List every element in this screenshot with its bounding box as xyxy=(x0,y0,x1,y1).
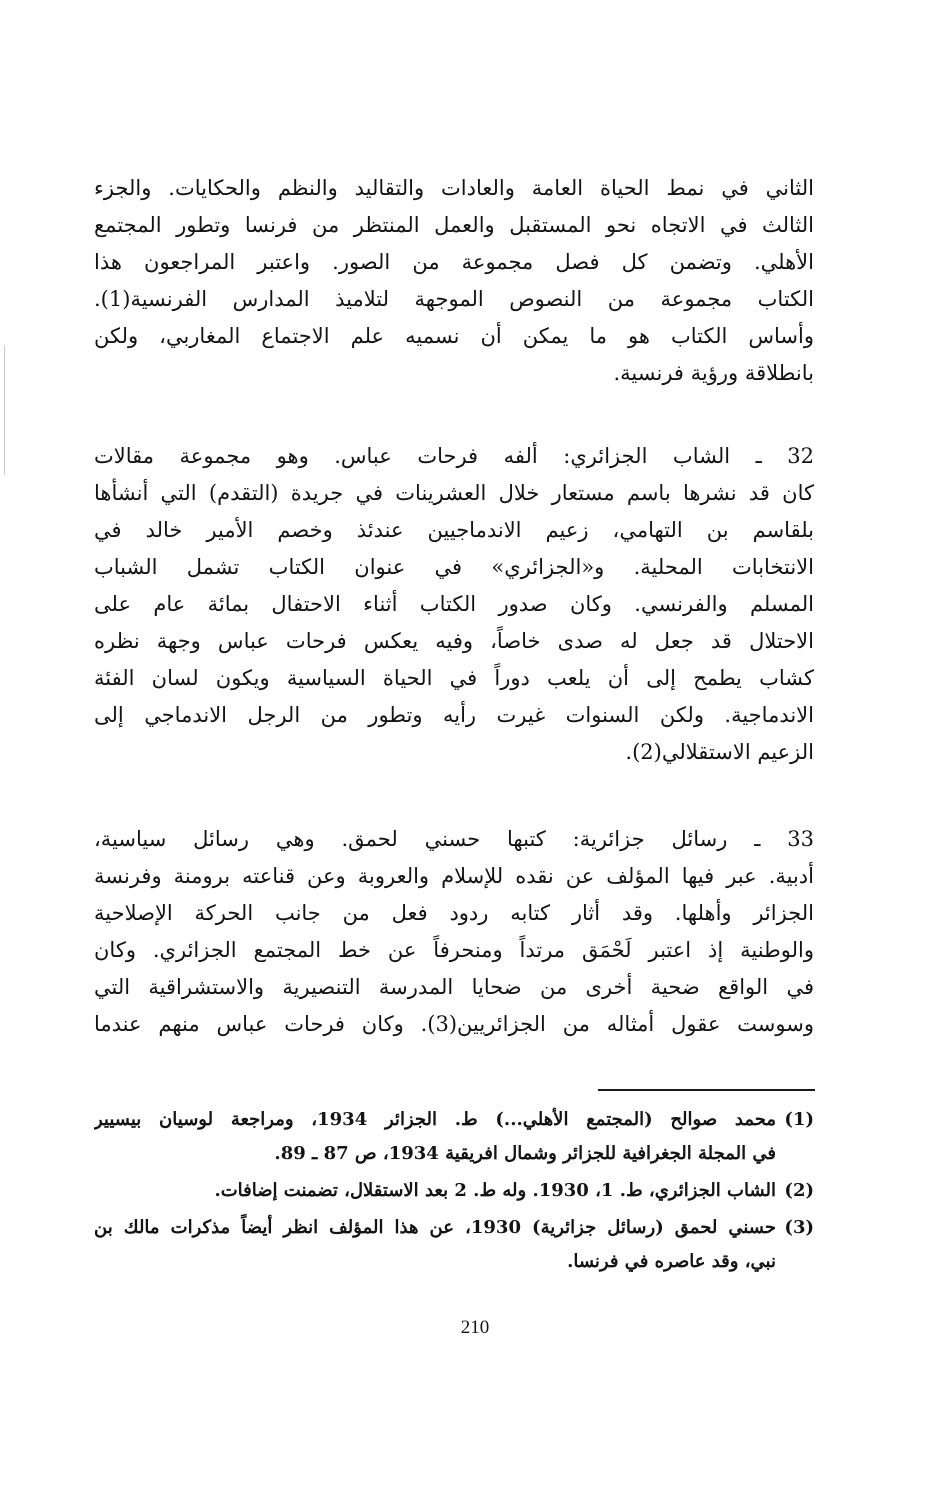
footnote-body xyxy=(94,1211,776,1279)
footnote-body xyxy=(94,1174,776,1208)
text-line: بانطلاقة ورؤية فرنسية. xyxy=(613,361,814,385)
text-line: الاحتلال قد جعل له صدى خاصاً، وفيه يعكس فرحات عباس وجهة نظره xyxy=(94,629,814,653)
footnote-line: الشاب الجزائري، ط. 1، 1930. وله ط. 2 بعد الاستقلال، تضمنت إضافات. xyxy=(214,1180,776,1201)
text-line: وأساس الكتاب هو ما يمكن أن نسميه علم الاجتماع المغاربي، ولكن xyxy=(94,324,814,348)
footnotes xyxy=(94,1103,814,1282)
text-line: كشاب يطمح إلى أن يلعب دوراً في الحياة السياسية ويكون لسان الفئة xyxy=(94,666,814,690)
text-line: بلقاسم بن التهامي، زعيم الاندماجيين عندئذ وخصم الأمير خالد في xyxy=(94,518,814,542)
footnote-separator xyxy=(598,1089,815,1091)
footnote-1 xyxy=(94,1103,814,1171)
text-line: الأهلي. وتضمن كل فصل مجموعة من الصور. واعتبر المراجعون هذا xyxy=(94,250,814,274)
text-line: في الواقع ضحية أخرى من ضحايا المدرسة التنصيرية والاستشراقية التي xyxy=(94,975,814,999)
page-number: 210 xyxy=(460,1317,490,1338)
footnote-line: في المجلة الجغرافية للجزائر وشمال افريقية 1934، ص 87 ـ 89. xyxy=(274,1143,776,1164)
text-line: المسلم والفرنسي. وكان صدور الكتاب أثناء الاحتفال بمائة عام على xyxy=(94,592,814,616)
footnote-number: (2) xyxy=(784,1180,814,1201)
text-line: 32 ـ الشاب الجزائري: ألفه فرحات عباس. وهو مجموعة مقالات xyxy=(94,444,814,468)
text-line: كان قد نشرها باسم مستعار خلال العشرينات في جريدة (التقدم) التي أنشأها xyxy=(94,481,814,505)
footnote-2 xyxy=(94,1174,814,1208)
text-line: الكتاب مجموعة من النصوص الموجهة لتلاميذ المدارس الفرنسية(1). xyxy=(94,287,814,311)
text-line: الجزائر وأهلها. وقد أثار كتابه ردود فعل من جانب الحركة الإصلاحية xyxy=(94,901,814,925)
footnote-number: (1) xyxy=(784,1109,814,1130)
footnote-line: محمد صوالح (المجتمع الأهلي...) ط. الجزائر 1934، ومراجعة لوسيان بيسيير xyxy=(94,1109,776,1130)
footnote-line: حسني لحمق (رسائل جزائرية) 1930، عن هذا المؤلف انظر أيضاً مذكرات مالك بن xyxy=(94,1217,776,1238)
text-line: الزعيم الاستقلالي(2). xyxy=(625,740,814,764)
paragraph-1 xyxy=(94,170,814,392)
text-line: الثالث في الاتجاه نحو المستقبل والعمل المنتظر من فرنسا وتطور المجتمع xyxy=(94,213,814,237)
footnote-line: نبي، وقد عاصره في فرنسا. xyxy=(567,1251,776,1272)
footnote-number: (3) xyxy=(784,1217,814,1238)
text-line: أدبية. عبر فيها المؤلف عن نقده للإسلام والعروبة وعن قناعته برومنة وفرنسة xyxy=(94,864,814,888)
text-line: الانتخابات المحلية. و«الجزائري» في عنوان الكتاب تشمل الشباب xyxy=(94,555,814,579)
scan-margin-mark xyxy=(4,345,5,475)
text-line: والوطنية إذ اعتبر لَحْمَق مرتداً ومنحرفاً عن خط المجتمع الجزائري. وكان xyxy=(94,938,814,962)
footnote-3 xyxy=(94,1211,814,1279)
footnote-body xyxy=(94,1103,776,1171)
paragraph-2 xyxy=(94,438,814,771)
text-line: الاندماجية. ولكن السنوات غيرت رأيه وتطور من الرجل الاندماجي إلى xyxy=(94,703,814,727)
paragraph-3 xyxy=(94,821,814,1043)
text-line: الثاني في نمط الحياة العامة والعادات والتقاليد والنظم والحكايات. والجزء xyxy=(94,176,814,200)
text-line: وسوست عقول أمثاله من الجزائريين(3). وكان فرحات عباس منهم عندما xyxy=(94,1012,814,1036)
text-line: 33 ـ رسائل جزائرية: كتبها حسني لحمق. وهي رسائل سياسية، xyxy=(94,827,814,851)
